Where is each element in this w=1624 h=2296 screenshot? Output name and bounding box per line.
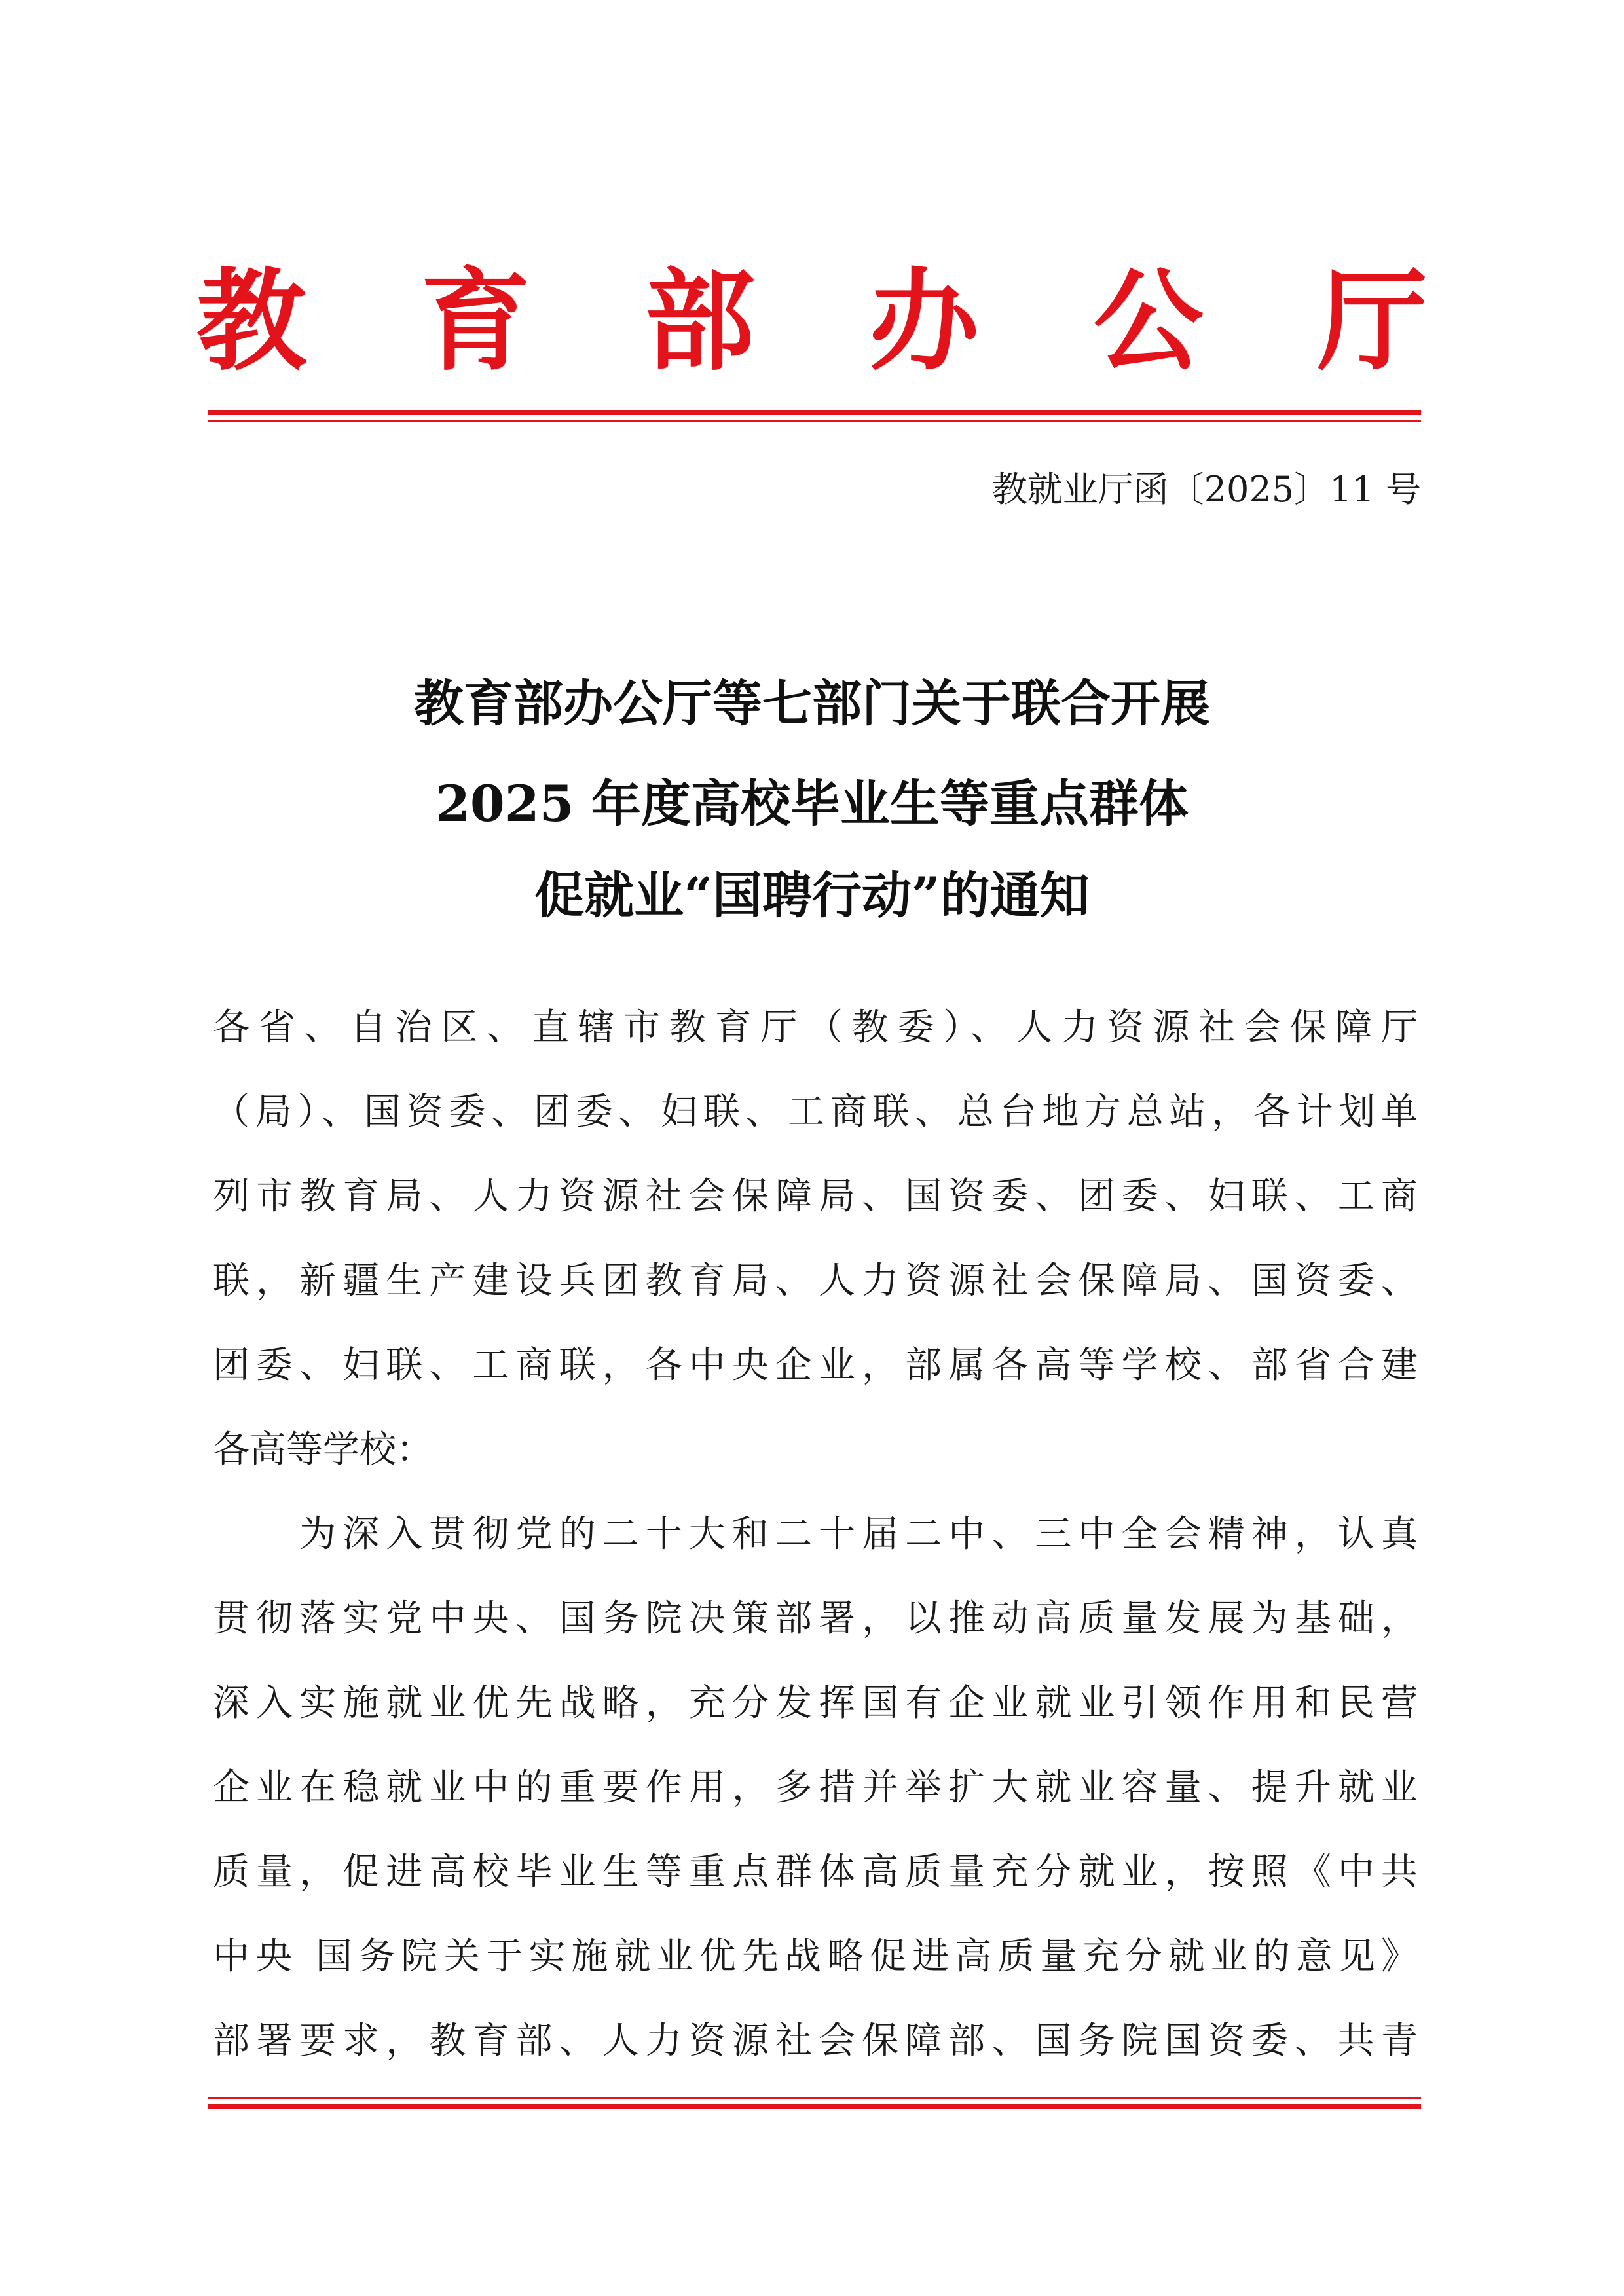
document-number: 教就业厅函〔2025〕11 号	[991, 469, 1421, 510]
document-title-line-1: 教育部办公厅等七部门关于联合开展	[414, 674, 1210, 733]
masthead-char: 公	[1093, 256, 1204, 386]
recipients-line: 各省、自治区、直辖市教育厅（教委）、人力资源社会保障厅	[213, 1006, 1418, 1049]
recipients-line: 列市教育局、人力资源社会保障局、国资委、团委、妇联、工商	[213, 1175, 1418, 1218]
masthead-char: 厅	[1317, 256, 1428, 386]
footer-red-rule-thin	[208, 2097, 1421, 2099]
recipients-line: （局）、国资委、团委、妇联、工商联、总台地方总站，各计划单	[213, 1091, 1418, 1133]
paragraph-line: 部署要求，教育部、人力资源社会保障部、国务院国资委、共青	[213, 2020, 1418, 2062]
paragraph-line: 为深入贯彻党的二十大和二十届二中、三中全会精神，认真	[213, 1513, 1418, 1556]
masthead-char: 育	[420, 256, 531, 386]
paragraph-line: 质量，促进高校毕业生等重点群体高质量充分就业，按照《中共	[213, 1851, 1418, 1893]
recipients-line: 联，新疆生产建设兵团教育局、人力资源社会保障局、国资委、	[213, 1260, 1418, 1302]
recipients-line: 各高等学校：	[213, 1429, 433, 1471]
masthead-char: 办	[869, 256, 980, 386]
document-title-line-2: 2025 年度高校毕业生等重点群体	[435, 774, 1189, 833]
masthead-red-rule-thick	[208, 410, 1421, 415]
paragraph-line: 中央 国务院关于实施就业优先战略促进高质量充分就业的意见》	[213, 1935, 1418, 1978]
document-title-line-3: 促就业“国聘行动”的通知	[534, 866, 1090, 924]
paragraph-line: 贯彻落实党中央、国务院决策部署，以推动高质量发展为基础，	[213, 1597, 1418, 1640]
masthead-title	[196, 252, 1428, 390]
recipients-line: 团委、妇联、工商联，各中央企业，部属各高等学校、部省合建	[213, 1344, 1418, 1387]
masthead-char: 教	[196, 256, 306, 386]
paragraph-line: 深入实施就业优先战略，充分发挥国有企业就业引领作用和民营	[213, 1682, 1418, 1724]
masthead-red-rule-thin	[208, 420, 1421, 422]
footer-red-rule-thick	[208, 2104, 1421, 2109]
paragraph-line: 企业在稳就业中的重要作用，多措并举扩大就业容量、提升就业	[213, 1766, 1418, 1809]
masthead-char: 部	[644, 256, 755, 386]
